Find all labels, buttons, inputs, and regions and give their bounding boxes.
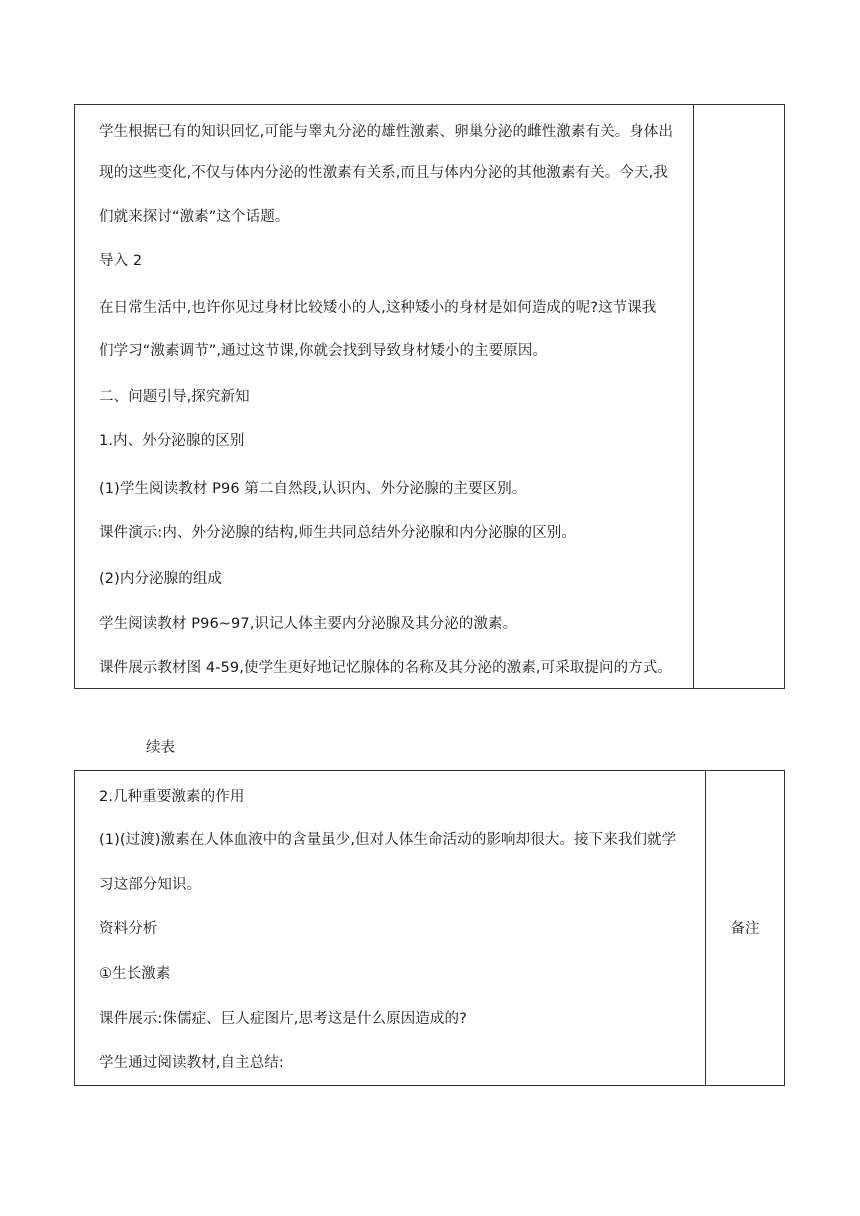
text-line: (1)学生阅读教材 P96 第二自然段,认识内、外分泌腺的主要区别。 bbox=[99, 481, 527, 497]
continued-label: 续表 bbox=[146, 740, 175, 756]
section-heading: 导入 2 bbox=[99, 253, 143, 269]
text-line: 学生阅读教材 P96~97,识记人体主要内分泌腺及其分泌的激素。 bbox=[99, 616, 518, 632]
text-line: 课件展示:侏儒症、巨人症图片,思考这是什么原因造成的? bbox=[99, 1011, 467, 1027]
text-line: 现的这些变化,不仅与体内分泌的性激素有关系,而且与体内分泌的其他激素有关。今天,我 bbox=[99, 165, 668, 181]
text-line: 课件演示:内、外分泌腺的结构,师生共同总结外分泌腺和内分泌腺的区别。 bbox=[99, 525, 576, 541]
text-line: 学生根据已有的知识回忆,可能与睾丸分泌的雄性激素、卵巢分泌的雌性激素有关。身体出 bbox=[99, 124, 674, 140]
text-line: 学生通过阅读教材,自主总结: bbox=[99, 1055, 284, 1071]
text-line: 课件展示教材图 4-59,使学生更好地记忆腺体的名称及其分泌的激素,可采取提问的方式。 bbox=[99, 660, 673, 676]
section-heading: (2)内分泌腺的组成 bbox=[99, 571, 223, 587]
section-heading: 2.几种重要激素的作用 bbox=[99, 789, 245, 805]
section-heading: 二、问题引导,探究新知 bbox=[99, 389, 250, 405]
section-heading: ①生长激素 bbox=[99, 966, 171, 982]
lesson-table-1 bbox=[74, 104, 785, 689]
text-line: (1)(过渡)激素在人体血液中的含量虽少,但对人体生命活动的影响却很大。接下来我们就学 bbox=[99, 832, 677, 848]
section-heading: 资料分析 bbox=[99, 921, 158, 937]
text-line: 们就来探讨“激素”这个话题。 bbox=[99, 209, 290, 225]
section-heading: 1.内、外分泌腺的区别 bbox=[99, 433, 245, 449]
text-line: 在日常生活中,也许你见过身材比较矮小的人,这种矮小的身材是如何造成的呢?这节课我 bbox=[99, 300, 657, 316]
text-line: 习这部分知识。 bbox=[99, 877, 202, 893]
remarks-cell: 备注 bbox=[730, 921, 760, 937]
lesson-table-2 bbox=[74, 770, 785, 1086]
column-divider bbox=[693, 105, 694, 688]
text-line: 们学习“激素调节”,通过这节课,你就会找到导致身材矮小的主要原因。 bbox=[99, 343, 548, 359]
